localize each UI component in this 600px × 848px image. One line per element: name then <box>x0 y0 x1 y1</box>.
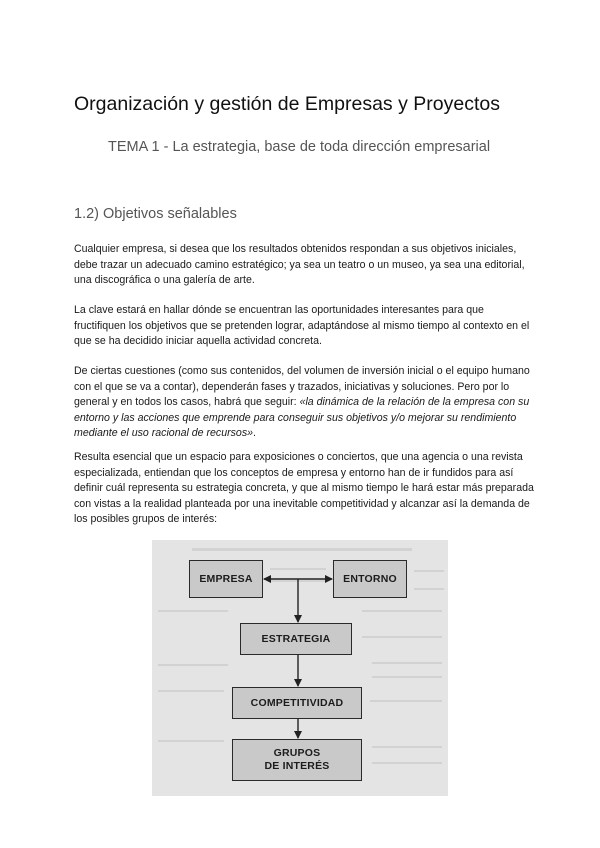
paragraph-3-text: De ciertas cuestiones (como sus contenidos, del volumen de inversión inicial o el equipo humano con el que se va a contar), dependerán fases y trazados, iniciativas y soluciones. Pero por lo general y en todos los casos, habrá que seguir: <box>74 365 530 408</box>
paragraph-3-quote: «la dinámica de la relación de la empresa con su entorno y las acciones que emprende para conseguir sus objetivos y/o mejorar su rendimiento mediante el uso racional de recursos» <box>74 396 530 439</box>
strategy-diagram <box>152 540 448 796</box>
paragraph-3-end: . <box>253 427 256 439</box>
section-heading: 1.2) Objetivos señalables <box>74 206 237 222</box>
topic-subtitle: TEMA 1 - La estrategia, base de toda dirección empresarial <box>108 139 491 155</box>
box-estrategia: ESTRATEGIA <box>240 623 352 655</box>
box-grupos-de-interes <box>232 739 362 781</box>
box-grupos-line-1: GRUPOS <box>273 747 321 759</box>
paragraph-1: Cualquier empresa, si desea que los resultados obtenidos respondan a sus objetivos iniciales, debe trazar un adecuado camino estratégico; ya sea un teatro o un museo, ya sea una editorial, una discográfica o una galería de arte. <box>74 243 525 286</box>
paragraph-3 <box>74 364 534 442</box>
box-grupos-line-2: DE INTERÉS <box>264 760 330 772</box>
box-entorno: ENTORNO <box>333 560 407 598</box>
document-title: Organización y gestión de Empresas y Proyectos <box>74 93 500 115</box>
paragraph-2: La clave estará en hallar dónde se encuentran las oportunidades interesantes para que fructifiquen los objetivos que se pretenden lograr, adaptándose al mismo tiempo al contexto en el que se ha decidido iniciar aquella actividad concreta. <box>74 304 530 347</box>
box-empresa: EMPRESA <box>189 560 263 598</box>
box-competitividad: COMPETITIVIDAD <box>232 687 362 719</box>
paragraph-4: Resulta esencial que un espacio para exposiciones o conciertos, que una agencia o una revista especializada, entiendan que los conceptos de empresa y entorno han de ir fundidos para así definir cuál representa su estrategia concreta, y que al mismo tiempo le hará estar más preparada con vistas a la realidad planteada por una inevitable competitividad y alcanzar así la demanda de los posibles grupos de interés: <box>74 451 534 525</box>
